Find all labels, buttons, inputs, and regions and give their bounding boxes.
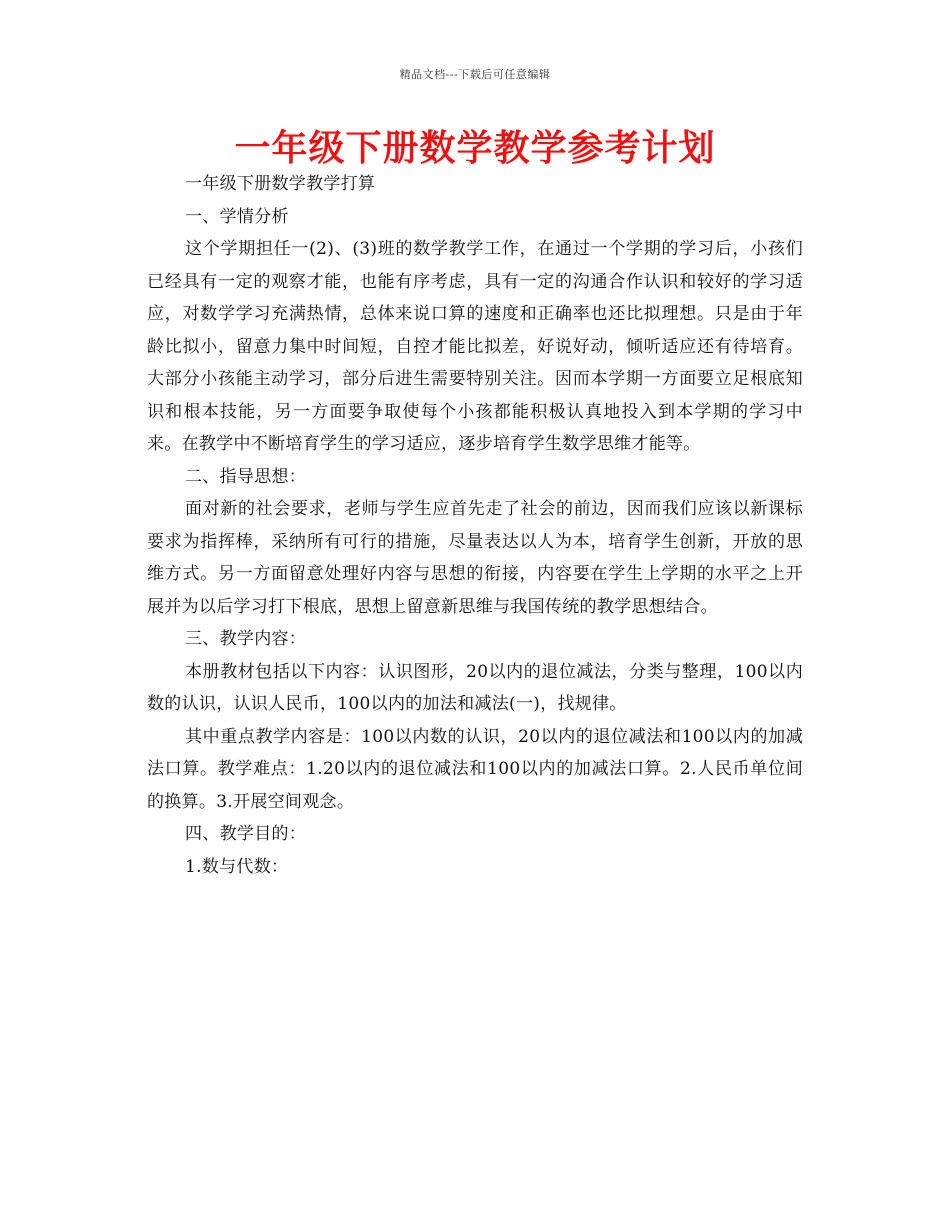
paragraph-content: 本册教材包括以下内容：认识图形，20以内的退位减法，分类与整理，100以内数的认识，认识人民币，100以内的加法和减法(一)，找规律。: [147, 661, 803, 714]
document-title: 一年级下册数学教学参考计划: [234, 128, 716, 169]
paragraph-key-points: 其中重点教学内容是：100以内数的认识，20以内的退位减法和100以内的加减法口算。教学难点：1.20以内的退位减法和100以内的加减法口算。2.人民币单位间的换算。3.开展空间观念。: [147, 726, 803, 812]
section-heading-situation: 一、学情分析: [185, 206, 289, 227]
document-body: [147, 168, 803, 883]
subsection-number-algebra: 1.数与代数：: [185, 856, 289, 877]
section-heading-guiding-thought: 二、指导思想：: [185, 466, 307, 487]
paragraph-situation: 这个学期担任一(2)、(3)班的数学教学工作，在通过一个学期的学习后，小孩们已经具有一定的观察才能，也能有序考虑，具有一定的沟通合作认识和较好的学习适应，对数学学习充满热情，总体来说口算的速度和正确率也还比拟理想。只是由于年龄比拟小，留意力集中时间短，自控才能比拟差，好说好动，倾听适应还有待培育。大部分小孩能主动学习，部分后进生需要特别关注。因而本学期一方面要立足根底知识和根本技能，另一方面要争取使每个小孩都能积极认真地投入到本学期的学习中来。在教学中不断培育学生的学习适应，逐步培育学生数学思维才能等。: [147, 239, 803, 454]
plan-subtitle: 一年级下册数学教学打算: [185, 174, 376, 194]
paragraph-guiding-thought: 面对新的社会要求，老师与学生应首先走了社会的前边，因而我们应该以新课标要求为指挥棒，采纳所有可行的措施，尽量表达以人为本，培育学生创新，开放的思维方式。另一方面留意处理好内容与思想的衔接，内容要在学生上学期的水平之上开展并为以后学习打下根底，思想上留意新思维与我国传统的教学思想结合。: [147, 499, 803, 617]
section-heading-objectives: 四、教学目的：: [185, 824, 307, 844]
section-heading-content: 三、教学内容：: [185, 629, 307, 649]
header-note: 精品文档---下载后可任意编辑: [399, 68, 551, 81]
